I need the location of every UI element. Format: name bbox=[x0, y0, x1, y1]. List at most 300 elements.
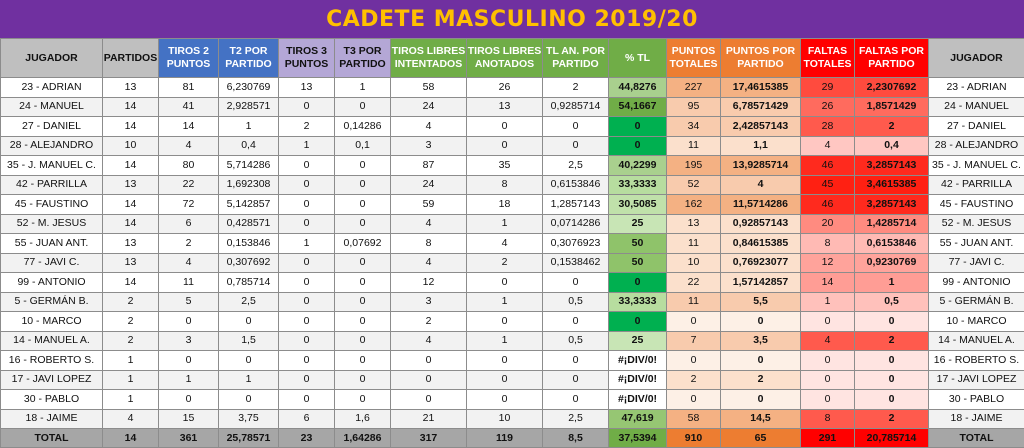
stat-cell: 0 bbox=[335, 390, 391, 410]
stat-cell: 0 bbox=[279, 214, 335, 234]
stat-cell: 0,9230769 bbox=[855, 253, 929, 273]
stat-cell: 4 bbox=[103, 409, 159, 429]
total-cell: TOTAL bbox=[929, 429, 1024, 448]
stat-cell: 0 bbox=[219, 390, 279, 410]
stat-cell: 13 bbox=[667, 214, 721, 234]
player-name-cell: 77 - JAVI C. bbox=[1, 253, 103, 273]
stat-cell: 0 bbox=[335, 351, 391, 371]
player-name-cell: 28 - ALEJANDRO bbox=[929, 136, 1024, 156]
total-cell: 910 bbox=[667, 429, 721, 448]
stat-cell: 0 bbox=[335, 331, 391, 351]
table-row bbox=[1, 78, 1024, 98]
stat-cell: 0 bbox=[335, 214, 391, 234]
stat-cell: 0 bbox=[335, 253, 391, 273]
stat-cell: 0 bbox=[279, 195, 335, 215]
stat-cell: 13 bbox=[103, 253, 159, 273]
stat-cell: 0 bbox=[855, 312, 929, 332]
table-row bbox=[1, 292, 1024, 312]
stat-cell: 2 bbox=[103, 292, 159, 312]
stat-cell: 0 bbox=[543, 312, 609, 332]
stat-cell: 1,8571429 bbox=[855, 97, 929, 117]
player-name-cell: 17 - JAVI LOPEZ bbox=[1, 370, 103, 390]
stat-cell: 0 bbox=[335, 370, 391, 390]
stat-cell: 3,2857143 bbox=[855, 195, 929, 215]
totals-row bbox=[1, 429, 1024, 448]
stat-cell: 0 bbox=[667, 312, 721, 332]
stat-cell: 2,5 bbox=[543, 409, 609, 429]
stat-cell: 1,692308 bbox=[219, 175, 279, 195]
stat-cell: 0 bbox=[855, 370, 929, 390]
stat-cell: 0 bbox=[543, 390, 609, 410]
table-row bbox=[1, 156, 1024, 176]
stat-cell: 3,4615385 bbox=[855, 175, 929, 195]
stat-cell: 1,2857143 bbox=[543, 195, 609, 215]
stat-cell: 0 bbox=[543, 273, 609, 293]
stat-cell: 0,153846 bbox=[219, 234, 279, 254]
header-cell: T3 POR PARTIDO bbox=[335, 39, 391, 78]
stat-cell: 1 bbox=[467, 292, 543, 312]
table-row bbox=[1, 195, 1024, 215]
stat-cell: 33,3333 bbox=[609, 175, 667, 195]
player-name-cell: 10 - MARCO bbox=[1, 312, 103, 332]
stat-cell: 2,5 bbox=[219, 292, 279, 312]
stat-cell: 24 bbox=[391, 97, 467, 117]
table-body bbox=[1, 78, 1024, 429]
stat-cell: 1 bbox=[219, 117, 279, 137]
stat-cell: 0 bbox=[467, 312, 543, 332]
stat-cell: 14 bbox=[103, 214, 159, 234]
player-name-cell: 17 - JAVI LOPEZ bbox=[929, 370, 1024, 390]
player-name-cell: 27 - DANIEL bbox=[929, 117, 1024, 137]
stat-cell: 0,785714 bbox=[219, 273, 279, 293]
stat-cell: 0 bbox=[335, 97, 391, 117]
stat-cell: 52 bbox=[667, 175, 721, 195]
stat-cell: 0 bbox=[467, 273, 543, 293]
player-name-cell: 24 - MANUEL bbox=[929, 97, 1024, 117]
stat-cell: 0 bbox=[721, 312, 801, 332]
stat-cell: 2 bbox=[391, 312, 467, 332]
stat-cell: 0 bbox=[279, 370, 335, 390]
stat-cell: 8 bbox=[801, 234, 855, 254]
stat-cell: 1 bbox=[467, 331, 543, 351]
stat-cell: 0 bbox=[543, 370, 609, 390]
stat-cell: 0,9285714 bbox=[543, 97, 609, 117]
stat-cell: 14 bbox=[801, 273, 855, 293]
stat-cell: 0,307692 bbox=[219, 253, 279, 273]
player-name-cell: 24 - MANUEL bbox=[1, 97, 103, 117]
table-row bbox=[1, 97, 1024, 117]
stat-cell: 14 bbox=[103, 97, 159, 117]
stat-cell: 0,6153846 bbox=[855, 234, 929, 254]
player-name-cell: 5 - GERMÁN B. bbox=[1, 292, 103, 312]
table-row bbox=[1, 312, 1024, 332]
stat-cell: 4 bbox=[391, 214, 467, 234]
stat-cell: 6 bbox=[159, 214, 219, 234]
stat-cell: 0 bbox=[721, 351, 801, 371]
player-name-cell: 45 - FAUSTINO bbox=[929, 195, 1024, 215]
stat-cell: 0 bbox=[279, 351, 335, 371]
stat-cell: 5,714286 bbox=[219, 156, 279, 176]
stat-cell: 12 bbox=[391, 273, 467, 293]
stat-cell: 0 bbox=[609, 273, 667, 293]
header-cell: JUGADOR bbox=[1, 39, 103, 78]
stat-cell: 50 bbox=[609, 253, 667, 273]
stat-cell: 0 bbox=[667, 351, 721, 371]
stat-cell: 20 bbox=[801, 214, 855, 234]
player-name-cell: 30 - PABLO bbox=[929, 390, 1024, 410]
player-name-cell: 52 - M. JESUS bbox=[1, 214, 103, 234]
stat-cell: 0 bbox=[467, 390, 543, 410]
player-name-cell: 16 - ROBERTO S. bbox=[1, 351, 103, 371]
stat-cell: 4 bbox=[467, 234, 543, 254]
player-name-cell: 42 - PARRILLA bbox=[1, 175, 103, 195]
total-cell: 8,5 bbox=[543, 429, 609, 448]
stat-cell: 0 bbox=[467, 117, 543, 137]
total-cell: 14 bbox=[103, 429, 159, 448]
player-name-cell: 99 - ANTONIO bbox=[1, 273, 103, 293]
stat-cell: 25 bbox=[609, 214, 667, 234]
table-row bbox=[1, 214, 1024, 234]
stat-cell: 11 bbox=[667, 234, 721, 254]
stat-cell: 28 bbox=[801, 117, 855, 137]
total-cell: 20,785714 bbox=[855, 429, 929, 448]
player-name-cell: 28 - ALEJANDRO bbox=[1, 136, 103, 156]
player-name-cell: 18 - JAIME bbox=[929, 409, 1024, 429]
stat-cell: 2 bbox=[855, 409, 929, 429]
player-name-cell: 52 - M. JESUS bbox=[929, 214, 1024, 234]
stat-cell: 22 bbox=[667, 273, 721, 293]
stat-cell: 59 bbox=[391, 195, 467, 215]
stat-cell: 7 bbox=[667, 331, 721, 351]
total-cell: 119 bbox=[467, 429, 543, 448]
stat-cell: #¡DIV/0! bbox=[609, 370, 667, 390]
stat-cell: 2 bbox=[467, 253, 543, 273]
total-cell: 361 bbox=[159, 429, 219, 448]
stat-cell: 0 bbox=[801, 390, 855, 410]
stat-cell: 0 bbox=[279, 292, 335, 312]
stat-cell: 1,57142857 bbox=[721, 273, 801, 293]
stat-cell: 50 bbox=[609, 234, 667, 254]
stat-cell: 0,428571 bbox=[219, 214, 279, 234]
stat-cell: 3 bbox=[159, 331, 219, 351]
stat-cell: 0 bbox=[391, 390, 467, 410]
stat-cell: 0 bbox=[609, 136, 667, 156]
stat-cell: 13 bbox=[103, 78, 159, 98]
table-title: CADETE MASCULINO 2019/20 bbox=[326, 7, 698, 32]
stat-cell: 2,42857143 bbox=[721, 117, 801, 137]
player-name-cell: 30 - PABLO bbox=[1, 390, 103, 410]
stat-cell: 3 bbox=[391, 292, 467, 312]
header-cell: JUGADOR bbox=[929, 39, 1024, 78]
stat-cell: 0 bbox=[467, 136, 543, 156]
table-row bbox=[1, 175, 1024, 195]
total-cell: 37,5394 bbox=[609, 429, 667, 448]
header-cell: TIROS LIBRES INTENTADOS bbox=[391, 39, 467, 78]
stat-cell: 47,619 bbox=[609, 409, 667, 429]
header-cell: T2 POR PARTIDO bbox=[219, 39, 279, 78]
total-cell: 25,78571 bbox=[219, 429, 279, 448]
stat-cell: 1 bbox=[219, 370, 279, 390]
stat-cell: 0 bbox=[543, 117, 609, 137]
stat-cell: 195 bbox=[667, 156, 721, 176]
stat-cell: 11 bbox=[667, 136, 721, 156]
stat-cell: 0 bbox=[609, 312, 667, 332]
stat-cell: 1 bbox=[279, 234, 335, 254]
stat-cell: 17,4615385 bbox=[721, 78, 801, 98]
table-row bbox=[1, 409, 1024, 429]
stat-cell: 0 bbox=[219, 312, 279, 332]
stat-cell: 0 bbox=[609, 117, 667, 137]
stat-cell: 0 bbox=[543, 351, 609, 371]
total-cell: TOTAL bbox=[1, 429, 103, 448]
stat-cell: 35 bbox=[467, 156, 543, 176]
table-row bbox=[1, 390, 1024, 410]
stat-cell: 2 bbox=[279, 117, 335, 137]
stat-cell: 0 bbox=[279, 175, 335, 195]
stat-cell: 2,5 bbox=[543, 156, 609, 176]
stat-cell: 1 bbox=[103, 370, 159, 390]
stat-cell: 14 bbox=[103, 156, 159, 176]
player-name-cell: 42 - PARRILLA bbox=[929, 175, 1024, 195]
stat-cell: 87 bbox=[391, 156, 467, 176]
stat-cell: 18 bbox=[467, 195, 543, 215]
stat-cell: 2 bbox=[543, 78, 609, 98]
stat-cell: 2 bbox=[103, 312, 159, 332]
stat-cell: 0,0714286 bbox=[543, 214, 609, 234]
player-name-cell: 35 - J. MANUEL C. bbox=[929, 156, 1024, 176]
player-name-cell: 45 - FAUSTINO bbox=[1, 195, 103, 215]
table-row bbox=[1, 234, 1024, 254]
stat-cell: 0,92857143 bbox=[721, 214, 801, 234]
stat-cell: 0 bbox=[335, 273, 391, 293]
stat-cell: 26 bbox=[801, 97, 855, 117]
header-cell: PUNTOS POR PARTIDO bbox=[721, 39, 801, 78]
stat-cell: 5,142857 bbox=[219, 195, 279, 215]
stat-cell: 0 bbox=[667, 390, 721, 410]
stat-cell: 5,5 bbox=[721, 292, 801, 312]
stat-cell: 0 bbox=[335, 292, 391, 312]
stat-cell: 2 bbox=[855, 117, 929, 137]
stat-cell: 2 bbox=[667, 370, 721, 390]
player-name-cell: 55 - JUAN ANT. bbox=[1, 234, 103, 254]
stat-cell: 0,14286 bbox=[335, 117, 391, 137]
stat-cell: 0 bbox=[543, 136, 609, 156]
stat-cell: 13 bbox=[279, 78, 335, 98]
stat-cell: 1,4285714 bbox=[855, 214, 929, 234]
stat-cell: 1 bbox=[279, 136, 335, 156]
stat-cell: 4 bbox=[391, 331, 467, 351]
table-row bbox=[1, 331, 1024, 351]
table-row bbox=[1, 136, 1024, 156]
header-cell: PARTIDOS bbox=[103, 39, 159, 78]
stat-cell: 29 bbox=[801, 78, 855, 98]
player-name-cell: 35 - J. MANUEL C. bbox=[1, 156, 103, 176]
player-name-cell: 23 - ADRIAN bbox=[1, 78, 103, 98]
stat-cell: 72 bbox=[159, 195, 219, 215]
stat-cell: 10 bbox=[467, 409, 543, 429]
stat-cell: 26 bbox=[467, 78, 543, 98]
stats-table bbox=[0, 38, 1024, 448]
player-name-cell: 5 - GERMÁN B. bbox=[929, 292, 1024, 312]
stat-cell: 0 bbox=[279, 390, 335, 410]
header-cell: TL AN. POR PARTIDO bbox=[543, 39, 609, 78]
stat-cell: 45 bbox=[801, 175, 855, 195]
stat-cell: 0 bbox=[279, 156, 335, 176]
stat-cell: 0 bbox=[335, 195, 391, 215]
header-cell: TIROS LIBRES ANOTADOS bbox=[467, 39, 543, 78]
stat-cell: 10 bbox=[667, 253, 721, 273]
stat-cell: 8 bbox=[391, 234, 467, 254]
stat-cell: 5 bbox=[159, 292, 219, 312]
stat-cell: 0,4 bbox=[219, 136, 279, 156]
stat-cell: 0,76923077 bbox=[721, 253, 801, 273]
stat-cell: 0 bbox=[467, 351, 543, 371]
stat-cell: 13 bbox=[103, 234, 159, 254]
stat-cell: 81 bbox=[159, 78, 219, 98]
stat-cell: 0,1538462 bbox=[543, 253, 609, 273]
player-name-cell: 99 - ANTONIO bbox=[929, 273, 1024, 293]
stat-cell: 0 bbox=[159, 390, 219, 410]
stat-cell: 14 bbox=[103, 195, 159, 215]
stat-cell: 0 bbox=[467, 370, 543, 390]
player-name-cell: 18 - JAIME bbox=[1, 409, 103, 429]
stat-cell: 0,4 bbox=[855, 136, 929, 156]
player-name-cell: 55 - JUAN ANT. bbox=[929, 234, 1024, 254]
stat-cell: 3,5 bbox=[721, 331, 801, 351]
stat-cell: 0 bbox=[279, 253, 335, 273]
stat-cell: 0 bbox=[801, 312, 855, 332]
stat-cell: 24 bbox=[391, 175, 467, 195]
stat-cell: 1 bbox=[103, 390, 159, 410]
stat-cell: 2 bbox=[855, 331, 929, 351]
stat-cell: 1,5 bbox=[219, 331, 279, 351]
stat-cell: 4 bbox=[391, 117, 467, 137]
stat-cell: 14,5 bbox=[721, 409, 801, 429]
header-cell: FALTAS POR PARTIDO bbox=[855, 39, 929, 78]
stat-cell: 11,5714286 bbox=[721, 195, 801, 215]
stat-cell: 34 bbox=[667, 117, 721, 137]
stat-cell: 0,5 bbox=[543, 331, 609, 351]
stat-cell: 1 bbox=[103, 351, 159, 371]
stat-cell: 4 bbox=[801, 136, 855, 156]
stat-cell: 0 bbox=[721, 390, 801, 410]
stat-cell: 40,2299 bbox=[609, 156, 667, 176]
stat-cell: 2 bbox=[159, 234, 219, 254]
stat-cell: 2 bbox=[103, 331, 159, 351]
total-cell: 65 bbox=[721, 429, 801, 448]
stat-cell: 3 bbox=[391, 136, 467, 156]
stat-cell: 54,1667 bbox=[609, 97, 667, 117]
player-name-cell: 14 - MANUEL A. bbox=[1, 331, 103, 351]
stat-cell: 0 bbox=[279, 97, 335, 117]
stat-cell: 0 bbox=[279, 273, 335, 293]
stat-cell: 30,5085 bbox=[609, 195, 667, 215]
stat-cell: 0,84615385 bbox=[721, 234, 801, 254]
stat-cell: 1,6 bbox=[335, 409, 391, 429]
stat-cell: 0,3076923 bbox=[543, 234, 609, 254]
stat-cell: 41 bbox=[159, 97, 219, 117]
stat-cell: 6 bbox=[279, 409, 335, 429]
table-row bbox=[1, 273, 1024, 293]
stat-cell: 6,230769 bbox=[219, 78, 279, 98]
stat-cell: 8 bbox=[801, 409, 855, 429]
stat-cell: 58 bbox=[391, 78, 467, 98]
stat-cell: 0,1 bbox=[335, 136, 391, 156]
stat-cell: 0 bbox=[279, 331, 335, 351]
stat-cell: 80 bbox=[159, 156, 219, 176]
stat-cell: 1,1 bbox=[721, 136, 801, 156]
stat-cell: 227 bbox=[667, 78, 721, 98]
stat-cell: 13 bbox=[103, 175, 159, 195]
stat-cell: 58 bbox=[667, 409, 721, 429]
stat-cell: 3,2857143 bbox=[855, 156, 929, 176]
stat-cell: 1 bbox=[801, 292, 855, 312]
player-name-cell: 10 - MARCO bbox=[929, 312, 1024, 332]
total-cell: 317 bbox=[391, 429, 467, 448]
stat-cell: 0 bbox=[855, 351, 929, 371]
player-name-cell: 77 - JAVI C. bbox=[929, 253, 1024, 273]
stat-cell: 13 bbox=[467, 97, 543, 117]
stat-cell: 0 bbox=[335, 175, 391, 195]
stat-cell: 12 bbox=[801, 253, 855, 273]
stat-cell: 0 bbox=[801, 351, 855, 371]
table-row bbox=[1, 117, 1024, 137]
stat-cell: 11 bbox=[159, 273, 219, 293]
stat-cell: 15 bbox=[159, 409, 219, 429]
player-name-cell: 27 - DANIEL bbox=[1, 117, 103, 137]
stat-cell: 8 bbox=[467, 175, 543, 195]
stat-cell: 0 bbox=[335, 312, 391, 332]
stat-cell: 0 bbox=[159, 312, 219, 332]
stat-cell: 0 bbox=[801, 370, 855, 390]
stat-cell: 0,6153846 bbox=[543, 175, 609, 195]
stat-cell: 25 bbox=[609, 331, 667, 351]
stat-cell: 46 bbox=[801, 195, 855, 215]
stat-cell: 0 bbox=[335, 156, 391, 176]
stat-cell: 95 bbox=[667, 97, 721, 117]
stat-cell: 4 bbox=[801, 331, 855, 351]
stat-cell: 13,9285714 bbox=[721, 156, 801, 176]
table-row bbox=[1, 351, 1024, 371]
stat-cell: 2,2307692 bbox=[855, 78, 929, 98]
stat-cell: 162 bbox=[667, 195, 721, 215]
table-row bbox=[1, 253, 1024, 273]
stat-cell: 1 bbox=[855, 273, 929, 293]
stat-cell: 4 bbox=[159, 136, 219, 156]
header-cell: % TL bbox=[609, 39, 667, 78]
stat-cell: 46 bbox=[801, 156, 855, 176]
stat-cell: 3,75 bbox=[219, 409, 279, 429]
stat-cell: 14 bbox=[103, 117, 159, 137]
stat-cell: 0 bbox=[159, 351, 219, 371]
stat-cell: 0,07692 bbox=[335, 234, 391, 254]
player-name-cell: 14 - MANUEL A. bbox=[929, 331, 1024, 351]
stat-cell: 0 bbox=[391, 370, 467, 390]
stat-cell: 1 bbox=[467, 214, 543, 234]
stat-cell: #¡DIV/0! bbox=[609, 390, 667, 410]
stat-cell: 1 bbox=[159, 370, 219, 390]
stat-cell: 14 bbox=[159, 117, 219, 137]
header-row bbox=[1, 39, 1024, 78]
stat-cell: 0,5 bbox=[855, 292, 929, 312]
header-cell: FALTAS TOTALES bbox=[801, 39, 855, 78]
stat-cell: 0 bbox=[391, 351, 467, 371]
stat-cell: 2,928571 bbox=[219, 97, 279, 117]
stat-cell: 21 bbox=[391, 409, 467, 429]
stat-cell: 2 bbox=[721, 370, 801, 390]
stat-cell: #¡DIV/0! bbox=[609, 351, 667, 371]
total-cell: 1,64286 bbox=[335, 429, 391, 448]
